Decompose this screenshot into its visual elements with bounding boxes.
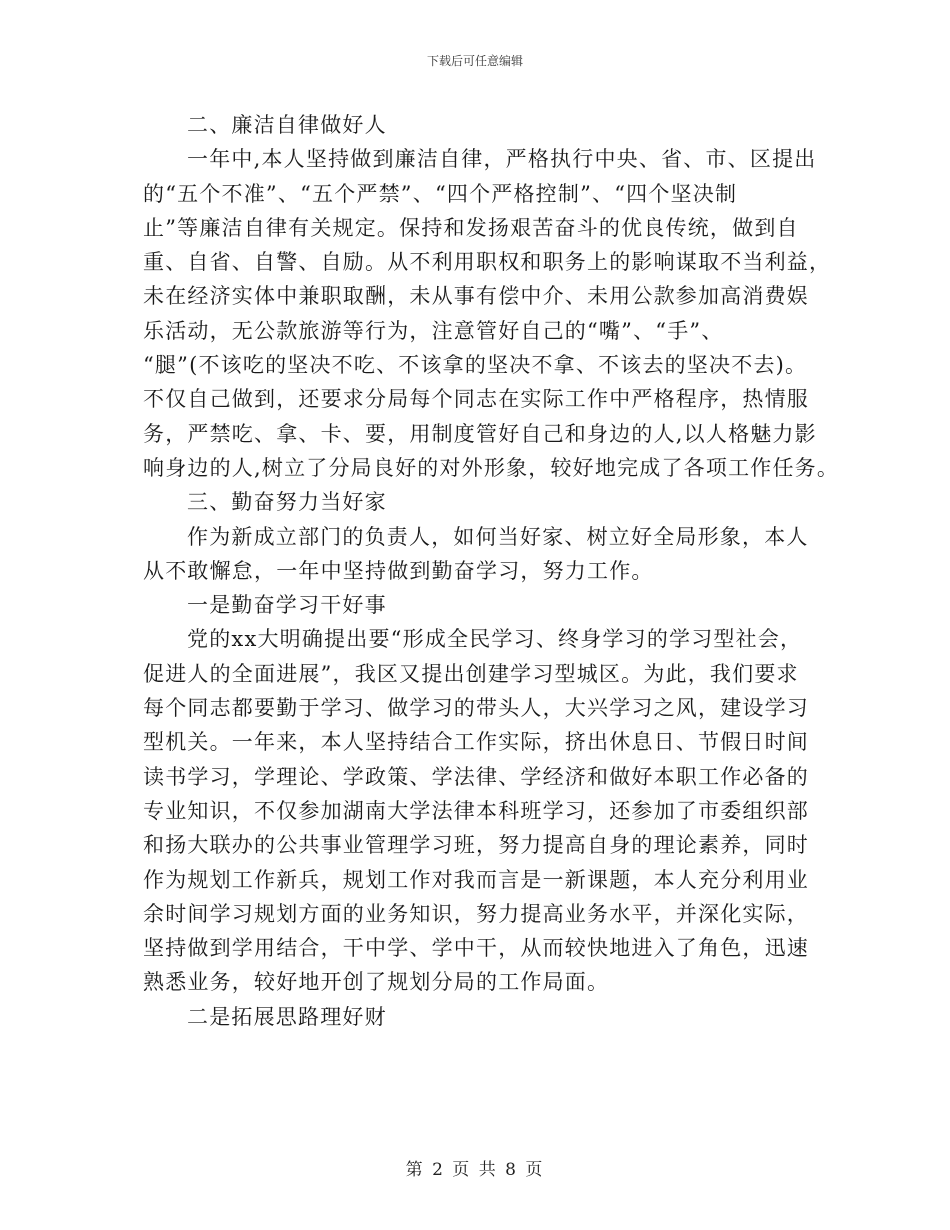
text-line: 专业知识，不仅参加湖南大学法律本科班学习，还参加了市委组织部 — [143, 798, 809, 823]
text-line: 乐活动，无公款旅游等行为，注意管好自己的“嘴”、“手”、 — [143, 318, 724, 343]
text-line: 作为新成立部门的负责人，如何当好家、树立好全局形象，本人 — [187, 524, 809, 549]
text-line: 不仅自己做到，还要求分局每个同志在实际工作中严格程序，热情服 — [143, 387, 809, 412]
text-line: 一是勤奋学习干好事 — [187, 593, 387, 618]
page-number: 第 2 页 共 8 页 — [405, 1160, 545, 1180]
text-line: 一年中,本人坚持做到廉洁自律，严格执行中央、省、市、区提出 — [187, 147, 817, 172]
text-line: 未在经济实体中兼职取酬，未从事有偿中介、未用公款参加高消费娱 — [143, 284, 809, 309]
text-line: 熟悉业务，较好地开创了规划分局的工作局面。 — [143, 970, 610, 995]
text-line: 促进人的全面进展”，我区又提出创建学习型城区。为此，我们要求 — [143, 661, 799, 686]
text-line: 务，严禁吃、拿、卡、要，用制度管好自己和身边的人,以人格魅力影 — [143, 421, 817, 446]
text-line: 型机关。一年来，本人坚持结合工作实际，挤出休息日、节假日时间 — [143, 730, 809, 755]
text-line: 党的xx大明确提出要“形成全民学习、终身学习的学习型社会， — [187, 627, 803, 652]
text-line: 从不敢懈怠，一年中坚持做到勤奋学习，努力工作。 — [143, 558, 654, 583]
text-line: 二是拓展思路理好财 — [187, 1004, 387, 1029]
document-body — [143, 108, 840, 1034]
text-line: 和扬大联办的公共事业管理学习班，努力提高自身的理论素养，同时 — [143, 833, 809, 858]
text-line: 响身边的人,树立了分局良好的对外形象，较好地完成了各项工作任务。 — [143, 455, 840, 480]
text-line: 二、廉洁自律做好人 — [187, 113, 387, 137]
text-line: 余时间学习规划方面的业务知识，努力提高业务水平，并深化实际， — [143, 901, 809, 926]
text-line: 作为规划工作新兵，规划工作对我而言是一新课题，本人充分利用业 — [143, 867, 809, 892]
text-line: “腿”(不该吃的坚决不吃、不该拿的坚决不拿、不该去的坚决不去)。 — [143, 353, 808, 378]
text-line: 每个同志都要勤于学习、做学习的带头人，大兴学习之风，建设学习 — [143, 696, 809, 721]
text-line: 坚持做到学用结合，干中学、学中干，从而较快地进入了角色，迅速 — [143, 936, 809, 961]
page-header-note: 下载后可任意编辑 — [426, 54, 523, 68]
text-line: 三、勤奋努力当好家 — [187, 490, 387, 515]
text-line: 的“五个不准”、“五个严禁”、“四个严格控制”、“四个坚决制 — [143, 181, 738, 206]
text-line: 读书学习，学理论、学政策、学法律、学经济和做好本职工作必备的 — [143, 764, 809, 789]
text-line: 重、自省、自警、自励。从不利用职权和职务上的影响谋取不当利益， — [143, 250, 832, 275]
text-line: 止”等廉洁自律有关规定。保持和发扬艰苦奋斗的优良传统，做到自 — [143, 215, 799, 240]
